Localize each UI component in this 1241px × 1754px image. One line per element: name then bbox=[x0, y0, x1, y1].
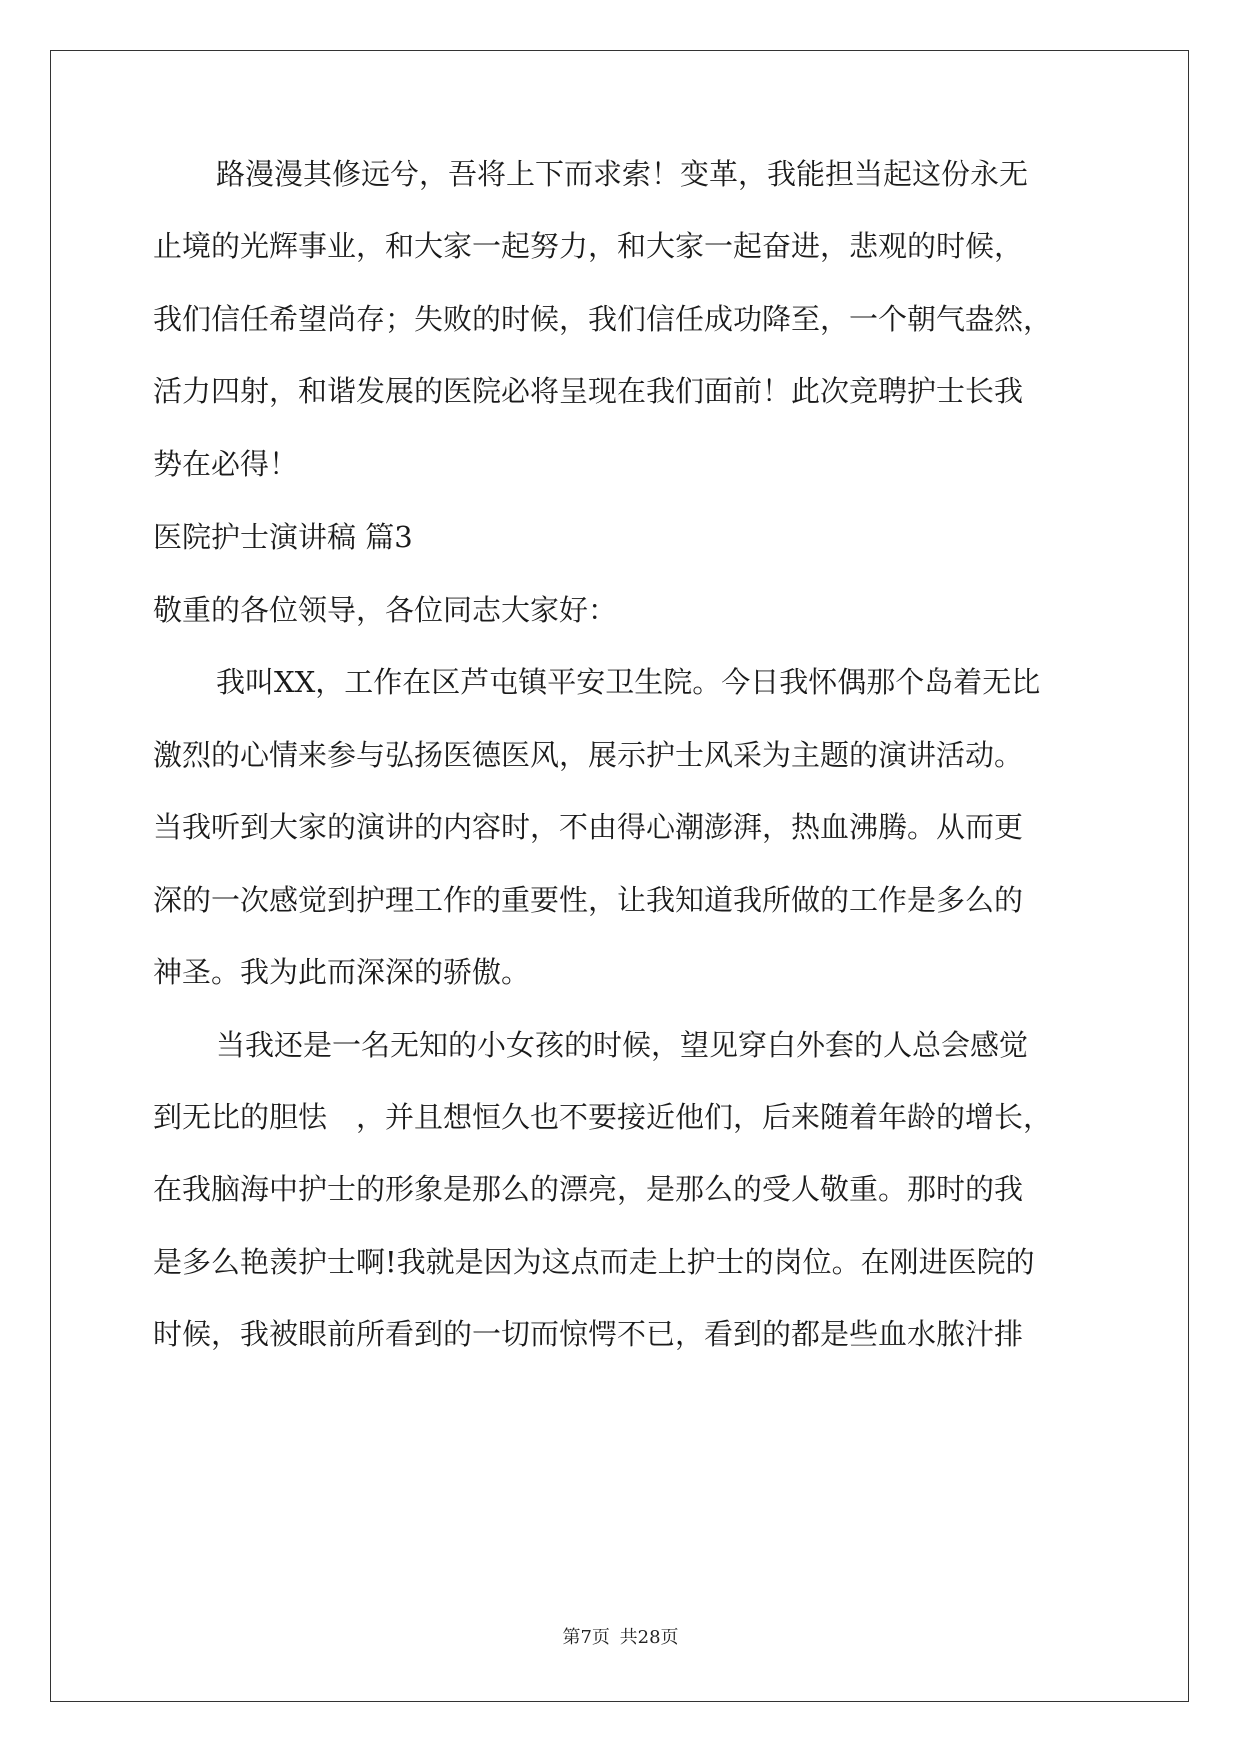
paragraph-line: 是多么艳羡护士啊!我就是因为这点而走上护士的岗位。在刚进医院的 bbox=[153, 1245, 1035, 1279]
page-number: 第7页 bbox=[562, 1627, 610, 1648]
paragraph-line: 活力四射，和谐发展的医院必将呈现在我们面前！此次竞聘护士长我 bbox=[153, 374, 1024, 408]
page-border bbox=[50, 50, 1189, 1702]
page-total: 共28页 bbox=[619, 1627, 679, 1648]
page-footer bbox=[0, 1626, 1241, 1650]
paragraph-line: 当我还是一名无知的小女孩的时候，望见穿白外套的人总会感觉 bbox=[216, 1028, 1029, 1062]
paragraph-line: 时候，我被眼前所看到的一切而惊愕不已，看到的都是些血水脓汁排 bbox=[153, 1317, 1024, 1351]
paragraph-line: 深的一次感觉到护理工作的重要性，让我知道我所做的工作是多么的 bbox=[153, 883, 1024, 917]
paragraph-line: 势在必得！ bbox=[153, 447, 299, 481]
section-heading: 医院护士演讲稿 篇3 bbox=[153, 520, 413, 554]
paragraph-line: 在我脑海中护士的形象是那么的漂亮，是那么的受人敬重。那时的我 bbox=[153, 1172, 1024, 1206]
paragraph-line: 当我听到大家的演讲的内容时，不由得心潮澎湃，热血沸腾。从而更 bbox=[153, 810, 1024, 844]
paragraph-line: 神圣。我为此而深深的骄傲。 bbox=[153, 955, 531, 989]
paragraph-line: 我们信任希望尚存；失败的时候，我们信任成功降至，一个朝气盎然， bbox=[153, 302, 1053, 336]
paragraph-line: 到无比的胆怯 ，并且想恒久也不要接近他们，后来随着年龄的增长， bbox=[153, 1100, 1053, 1134]
paragraph-line: 止境的光辉事业，和大家一起努力，和大家一起奋进，悲观的时候， bbox=[153, 229, 1024, 263]
salutation: 敬重的各位领导，各位同志大家好： bbox=[153, 593, 618, 627]
paragraph-line: 路漫漫其修远兮，吾将上下而求索！变革，我能担当起这份永无 bbox=[216, 157, 1029, 191]
paragraph-line: 我叫XX，工作在区芦屯镇平安卫生院。今日我怀偶那个岛着无比 bbox=[216, 665, 1041, 699]
paragraph-line: 激烈的心情来参与弘扬医德医风，展示护士风采为主题的演讲活动。 bbox=[153, 738, 1024, 772]
